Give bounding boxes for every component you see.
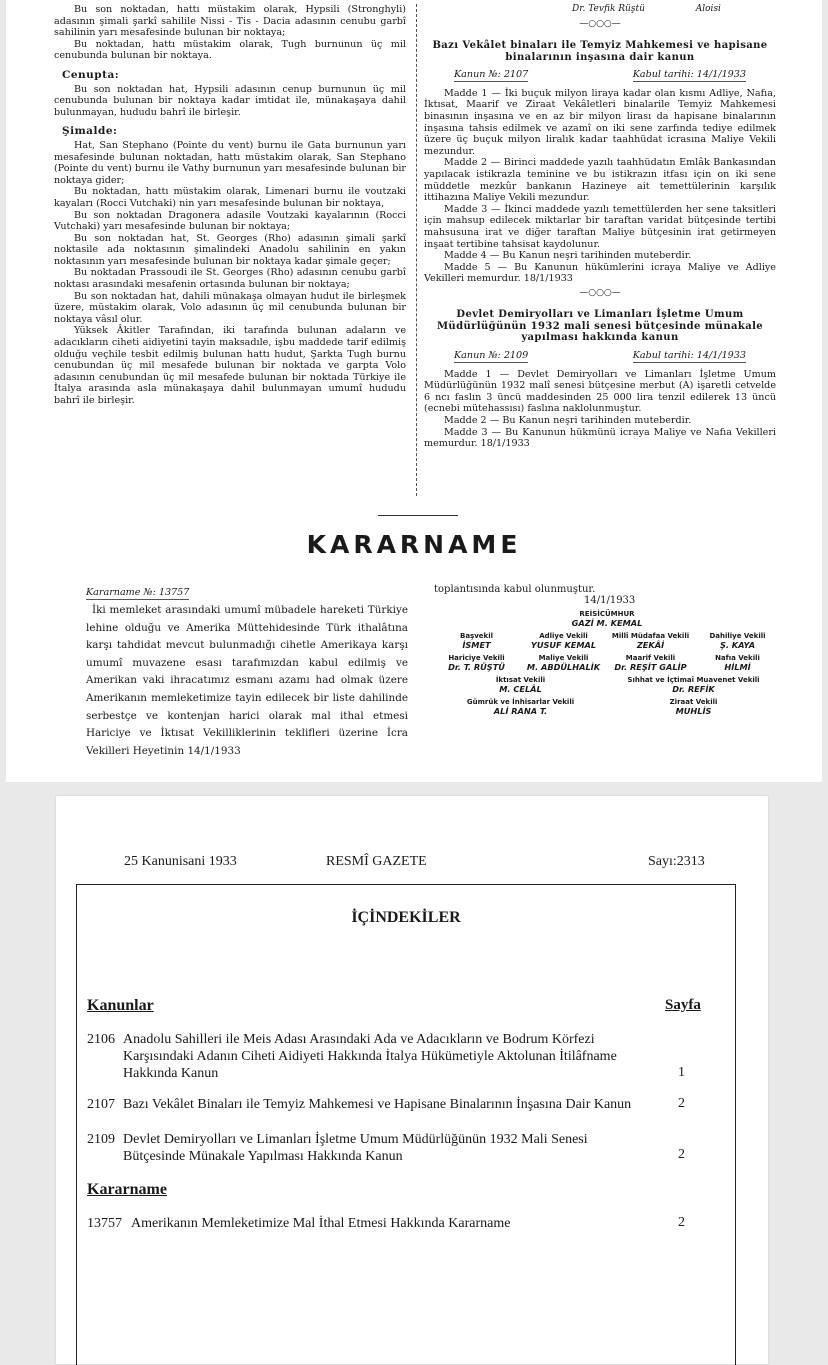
minister-role: Millî Müdafaa Vekili [611,632,690,640]
section-heading-simalde: Şimalde: [62,125,118,138]
minister-name: İSMET [462,639,491,650]
president-name: GAZİ M. KEMAL [571,617,643,628]
gazette-name: RESMÎ GAZETE [326,854,427,869]
minister [521,654,606,671]
right-column [424,4,776,450]
item-number: 2109 [87,1132,115,1147]
contents-item[interactable] [87,1096,647,1113]
law-date: Kabul tarihi: 14/1/1933 [632,349,746,361]
kararname-body: İki memleket arasındaki umumî mübadele hareketi Türkiye lehine olduğu ve Amerika Müttehidesinde Türk ithalâtına karşı tahdidat mevcut bulunmadığı cihetle Amerikaya karşı umumî muvazene esası tarafımızdan kabul edilmiş ve Amerikan vaki ihracatımız esmanı azamı had olmak üzere Amerikanın memleketimize tayin edilecek bir liste dahilinde serbestçe ve kontenjan harici olarak mal ithal etmesi Hariciye ve İktısat Vekilliklerinin teklifleri üzerine İcra Vekilleri Heyetinin 14/1/1933 [86,604,408,757]
kararname-continuation: toplantısında kabul olunmuştur. [434,584,596,595]
item-number: 2106 [87,1032,115,1047]
gazette-date: 25 Kanunisani 1933 [124,854,237,869]
law-article: Madde 1 — İki buçuk milyon liraya kadar olan kısmı Adliye, Nafıa, İktısat, Maarif ve Ziraat Vekâletleri binalarile Temyiz Mahkemesi binasının inşasına ve en az bir milyon lirası da hapisane binalarının inşasına tahsis edilmek ve azamî on iki sene zarfında tediye edilmek üzere üç buçuk milyon liralık kadar taahhüdat icrasına Maliye Vekili mezundur. [424,87,776,157]
section-heading-cenupta: Cenupta: [62,68,120,81]
contents-item[interactable] [87,1131,647,1165]
item-text: Bazı Vekâlet Binaları ile Temyiz Mahkemesi ve Hapisane Binalarının İnşasına Dair Kanun [123,1097,632,1112]
law-2107-title: Bazı Vekâlet binaları ile Temyiz Mahkemesi ve hapisane binalarının inşasına dair kanun [432,40,768,63]
item-text: Anadolu Sahilleri ile Meis Adası Arasındaki Ada ve Adacıkların ve Bodrum Körfezi Karşısındaki Adanın Ciheti Aidiyeti Hakkında İtalya Hükümetiyle Aktolunan İtilâfname Hakkında Kanun [123,1032,617,1081]
minister-role: Sıhhat ve İçtimaî Muavenet Vekili [627,676,760,684]
minister [607,698,780,715]
minister-role: Nafıa Vekili [715,654,760,662]
president-title: REİSİCÜMHUR [579,610,635,618]
minister-role: İktısat Vekili [495,676,546,684]
minister-name: M. CELÂL [499,683,542,694]
gazette-page-scan [6,0,822,782]
minister-name: ALİ RANA T. [493,705,548,716]
ornament-divider: —○○○— [579,18,621,29]
contents-item[interactable] [87,1031,647,1082]
left-column [54,4,406,407]
minister [434,654,519,671]
kararname-text [86,584,408,760]
minister-name: Ş. KAYA [719,639,756,650]
minister [608,654,693,671]
minister-name: HİLMİ [724,661,751,672]
minister [608,632,693,649]
law-article: Madde 3 — İkinci maddede yazılı temettülerden her sene taksitleri için mahsup edilecek miktarlar bir taraftan varidat bütçesinde tertibi mahsusuna irat ve diğer taraftan Maliye bütçesinin irat getirmeyen inşaat tertibine tahsisat kaydolunur. [424,203,776,250]
minister-role: Başvekil [460,632,493,640]
minister-name: Dr. REŞİT GALİP [614,661,687,672]
minister-role: Dahiliye Vekili [709,632,766,640]
item-text: Amerikanın Memleketimize Mal İthal Etmesi Hakkında Kararname [131,1216,511,1231]
law-article: Madde 2 — Birinci maddede yazılı taahhüdatın Emlâk Bankasından yapılacak istikrazla teminine ve bu istikrazın itfası için on iki sene müddetle mezkûr bankanın Hazineye ait temettülerinin karşılık ittihazına Maliye Vekili mezundur. [424,157,776,204]
law-date: Kabul tarihi: 14/1/1933 [632,69,746,81]
law-number: Kanun №: 2109 [454,349,529,361]
contents-page [56,796,768,1364]
left-paragraph: Bu noktadan, hattı müstakim olarak, Tugh burnunun üç mil cenubunda bulunan bir noktaya. [54,38,406,62]
president-block [434,610,780,627]
law-2109-title: Devlet Demiryolları ve Limanları İşletme Umum Müdürlüğünün 1932 mali senesi bütçesinde münakale yapılması hakkında kanun [436,309,764,344]
item-page: 2 [678,1147,685,1162]
minister [434,632,519,649]
left-paragraph: Hat, San Stephano (Pointe du vent) burnu ile Gata burnunun yarı mesafesinde bulunan noktadan, hattı müstakim olarak, San Stephano (Pointe du vent) burnu ile Vathy burnunun yarı mesafesinde bulunan bir noktaya gider; [54,139,406,186]
minister-role: Maliye Vekili [538,654,589,662]
law-article: Madde 3 — Bu Kanunun hükmünü icraya Maliye ve Nafıa Vekilleri memurdur. 18/1/1933 [424,426,776,450]
item-number: 2107 [87,1097,115,1112]
kararname-date: 14/1/1933 [584,595,636,606]
minister-name: YUSUF KEMAL [530,639,597,650]
law-article: Madde 2 — Bu Kanun neşri tarihinden muteberdir. [444,414,692,426]
law-article: Madde 4 — Bu Kanun neşri tarihinden muteberdir. [444,250,692,262]
page-column-header: Sayfa [665,997,701,1013]
minister [695,654,780,671]
minister-role: Maarif Vekili [625,654,676,662]
left-paragraph: Bu son noktadan hat, dahili münakaşa olmayan hudut ile birleşmek üzere, müstakim olarak, Volo adasının üç mil cenubunda bulunan bir noktaya vâsıl olur. [54,290,406,325]
item-text: Devlet Demiryolları ve Limanları İşletme Umum Müdürlüğünün 1932 Mali Senesi Bütçesinde Münakale Yapılması Hakkında Kanun [123,1132,588,1164]
kararname-number: Kararname №: 13757 [86,587,190,598]
kararname-signatures [434,584,780,715]
ministers-row [434,632,780,649]
minister [521,632,606,649]
contents-title: İÇİNDEKİLER [351,909,461,926]
column-divider [416,4,417,496]
minister-role: Ziraat Vekili [669,698,718,706]
minister [434,676,607,693]
minister [695,632,780,649]
left-paragraph: Bu noktadan, hattı müstakim olarak, Limenari burnu ile voutzaki kayaları (Rocci Vutchaki) nin yarı mesafesinde bulunan bir noktaya, [54,186,406,209]
contents-box [76,884,736,1365]
left-paragraph: Bu son noktadan Dragonera adasile Voutzaki kayalarının (Rocci Vutchaki) yarı mesafesinde bulunan bir noktaya; [54,209,406,233]
section-kararname: Kararname [87,1181,167,1198]
minister-name: Dr. REFİK [672,683,715,694]
kararname-rule [378,515,458,516]
minister-name: MUHLİS [675,705,712,716]
ornament-divider: —○○○— [579,287,621,298]
left-paragraph: Bu son noktadan hat, Hypsili adasının cenup burnunun üç mil cenubunda bulunan bir noktaya kadar imtidat ile, münakaşaya dahil bulunmayan, hududu bahrî ile birleşir. [54,83,406,118]
left-paragraph: Bu son noktadan, hattı müstakim olarak, Hypsili (Stronghyli) adasının şimali şarkî sahilile Nissi - Tis - Dacia adasının cenubu garbî sahilinin yarı mesafesinde bulunan bir noktaya; [54,4,406,39]
ministers-row [434,698,780,715]
minister-name: Dr. T. RÜŞTÜ [448,661,505,672]
kararname-heading: KARARNAME [306,530,522,559]
item-page: 2 [678,1096,685,1111]
law-article: Madde 1 — Devlet Demiryolları ve Limanları İşletme Umum Müdürlüğünün 1932 malî senesi bütçesine merbut (A) işaretli cetvelde 6 ncı faslın 3 üncü maddesinden 25 000 lira tenzil edilerek 13 üncü (ecnebi mütehassısı) faslına naklolunmuştur. [424,368,776,415]
signature-name: Aloisi [695,4,721,14]
item-page: 1 [678,1065,685,1080]
left-paragraph: Bu noktadan Prassoudi ile St. Georges (Rho) adasının cenubu garbî noktası arasındaki mesafenin ortasında bulunan bir noktaya; [54,267,406,291]
minister [607,676,780,693]
minister-role: Hariciye Vekili [448,654,505,662]
ministers-row [434,654,780,671]
law-2109-meta [424,350,776,363]
law-article: Madde 5 — Bu Kanunun hükümlerini icraya Maliye ve Adliye Vekilleri memurdur. 18/1/1933 [424,261,776,285]
item-page: 2 [678,1215,685,1230]
item-number: 13757 [87,1216,122,1231]
left-paragraph: Bu son noktadan hat, St. Georges (Rho) adasının şimali şarkî noktasile ada noktasının şimalindeki Anadolu sahilinin en yakın noktasının yarı mesafesinde bulunan bir noktaya kadar şimale geçer; [54,232,406,267]
minister-name: M. ABDÜLHALİK [526,661,601,672]
signature-name: Dr. Tevfik Rüştü [572,4,645,14]
law-number: Kanun №: 2107 [454,69,529,81]
section-kanunlar: Kanunlar [87,997,154,1014]
treaty-signatures [572,4,776,16]
contents-item[interactable] [87,1215,647,1232]
minister [434,698,607,715]
minister-role: Adliye Vekili [539,632,588,640]
gazette-issue: Sayı:2313 [648,854,705,869]
law-2107-meta [424,69,776,82]
minister-role: Gümrük ve İnhisarlar Vekili [466,698,575,706]
minister-name: ZEKÂİ [636,639,665,650]
left-paragraph: Yüksek Âkitler Tarafından, iki tarafında bulunan adaların ve adacıkların ciheti aidiyetini tayin maksadıle, işbu maddede tarif edilmiş olduğu veçhile tesbit edilmiş bulunan hattı hudut, Şarkta Tugh burnu cenubundan üç mil mesafede bulunan bir noktada ve garpta Volo adasının cenubundan üç mil mesafede bulunan bir noktada Türkiye ile İtalya arasında asla münakaşaya dahil bulunmayan umumî hududu bahrî ile birleşir. [54,325,406,406]
ministers-row [434,676,780,693]
